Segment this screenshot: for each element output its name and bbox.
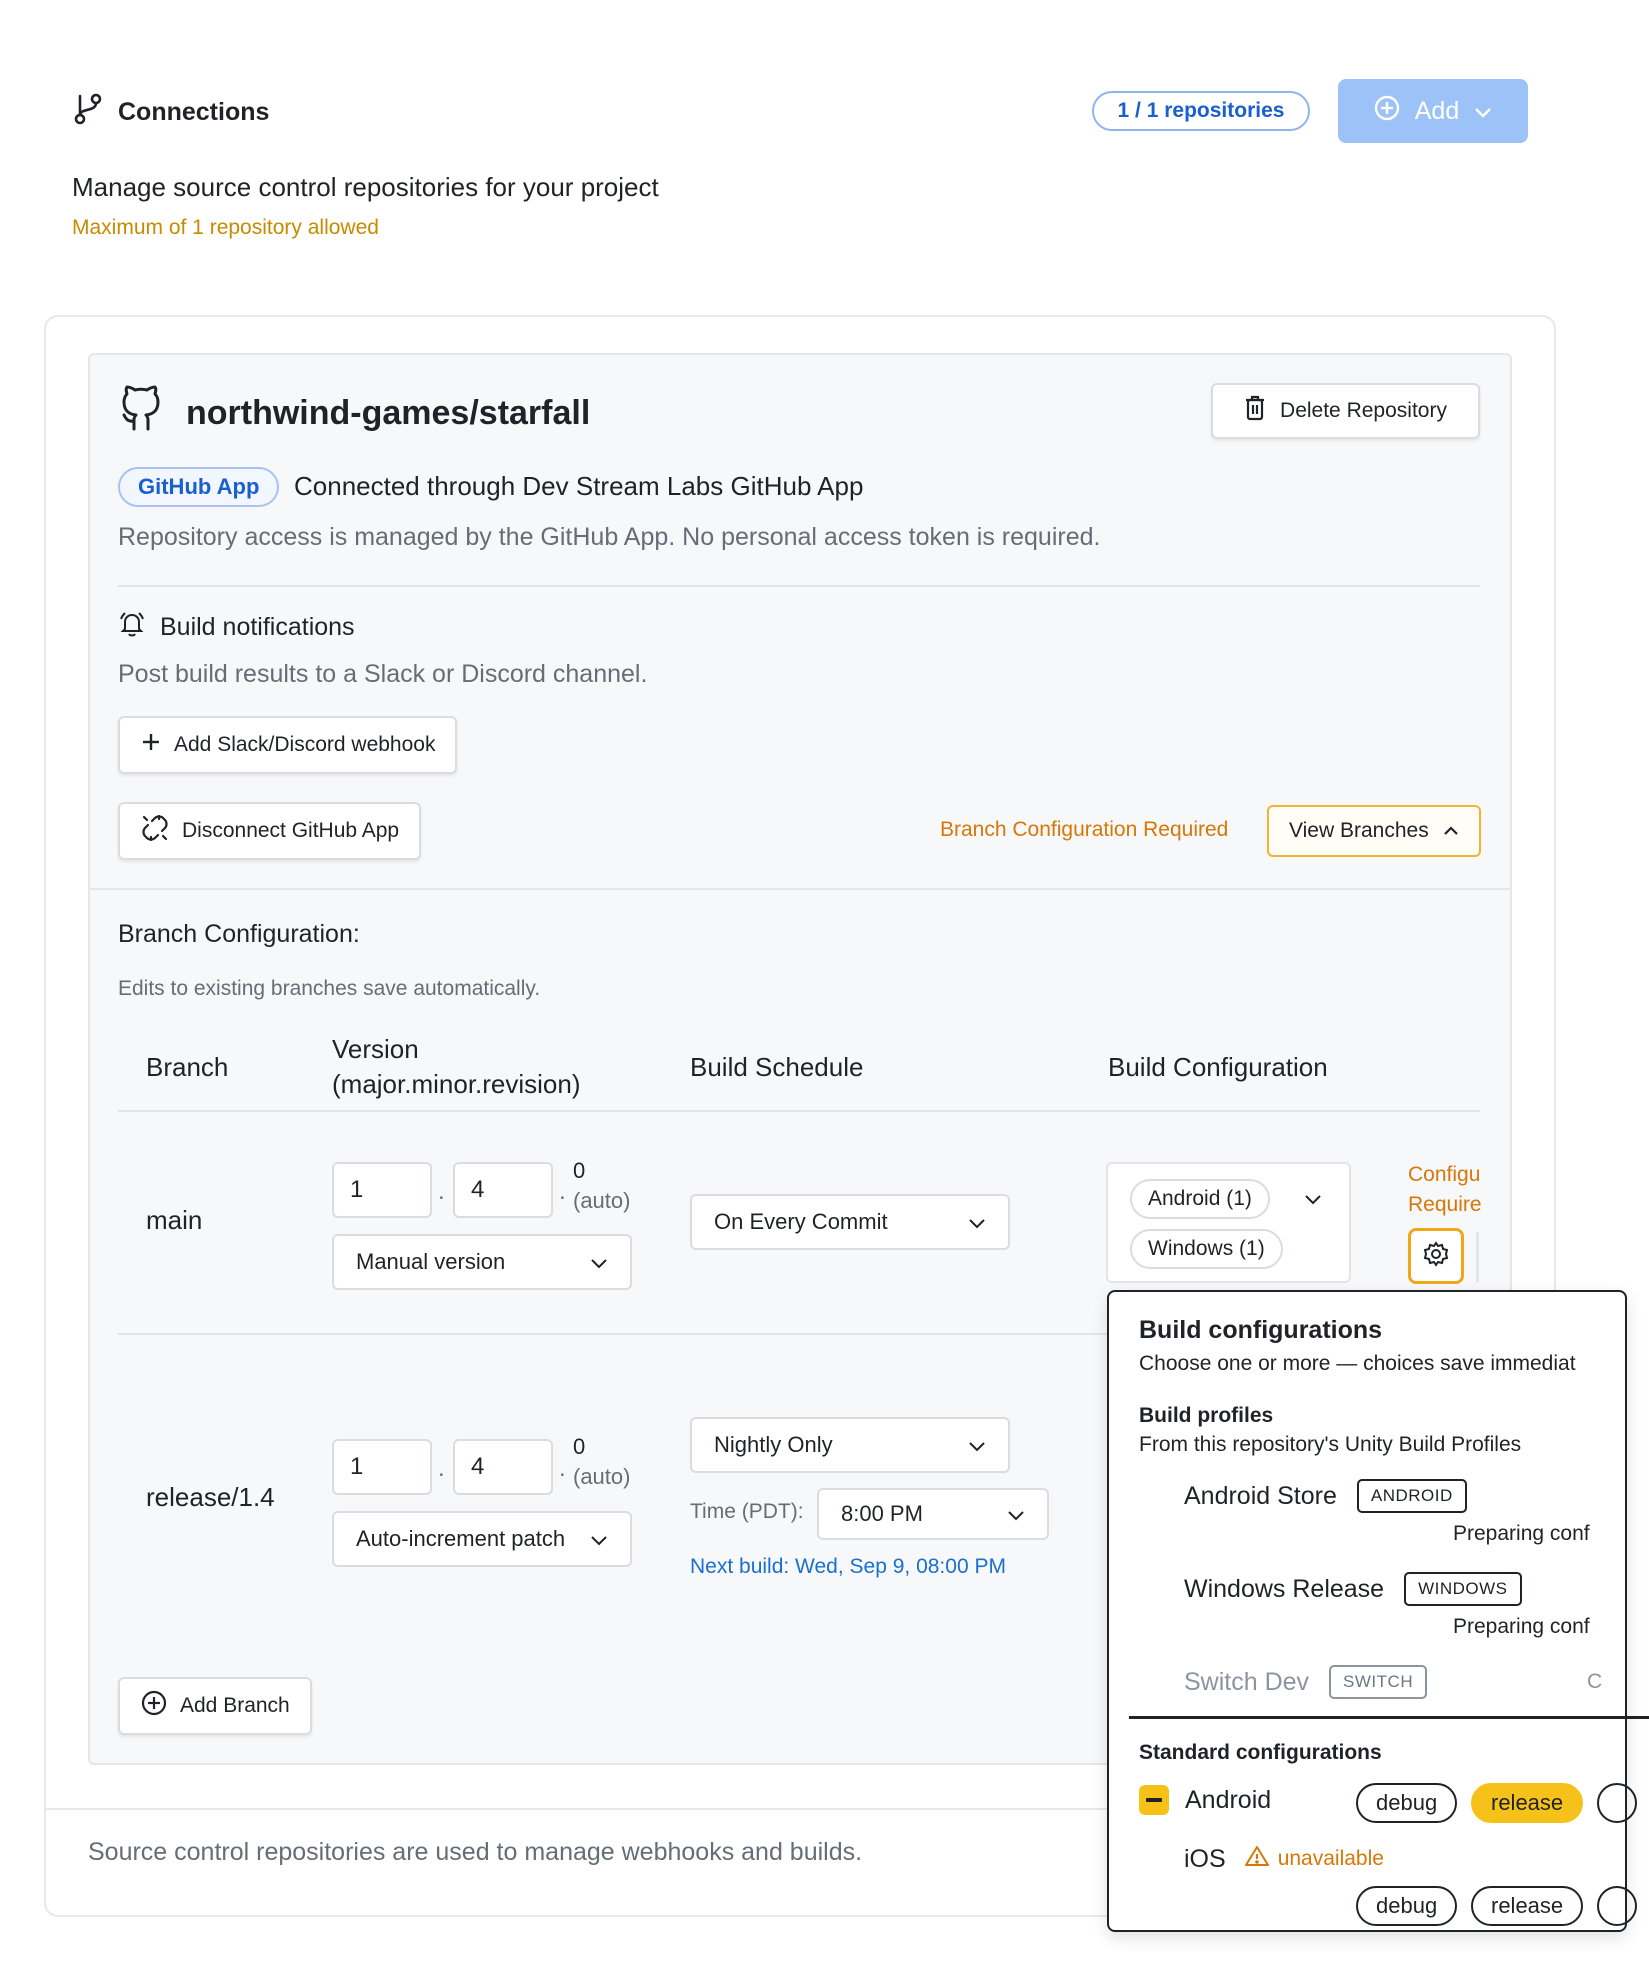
- github-app-badge: GitHub App: [118, 467, 279, 507]
- time-label: Time (PDT):: [690, 1500, 804, 1523]
- unavailable-label: unavailable: [1277, 1847, 1384, 1870]
- platform-tag: WINDOWS: [1404, 1572, 1521, 1606]
- section-header: [72, 92, 269, 133]
- gear-icon: [1422, 1240, 1450, 1273]
- unlink-icon: [140, 813, 170, 849]
- revision-value: [573, 1432, 630, 1492]
- build-time-value: 8:00 PM: [841, 1501, 923, 1526]
- version-mode-select[interactable]: [332, 1234, 632, 1290]
- column-header-config: Build Configuration: [1108, 1052, 1328, 1082]
- android-config-row[interactable]: [1139, 1785, 1271, 1815]
- major-version-input[interactable]: 1: [332, 1439, 432, 1495]
- bell-icon: [118, 610, 146, 645]
- add-webhook-button[interactable]: [118, 716, 457, 774]
- profile-name: Android Store: [1184, 1481, 1337, 1510]
- version-separator: .: [438, 1178, 445, 1205]
- platform-chip-android: Android (1): [1130, 1179, 1270, 1219]
- build-configurations-popover: [1107, 1290, 1627, 1932]
- revision-number: 0: [573, 1434, 586, 1459]
- next-build-text: Next build: Wed, Sep 9, 08:00 PM: [690, 1555, 1006, 1578]
- debug-pill[interactable]: debug: [1356, 1783, 1457, 1823]
- divider: [118, 585, 1480, 587]
- major-version-input[interactable]: 1: [332, 1162, 432, 1218]
- disconnect-github-app-button[interactable]: [118, 802, 421, 860]
- revision-number: 0: [573, 1158, 586, 1183]
- add-button-label: Add: [1414, 96, 1460, 125]
- profile-status: C: [1587, 1670, 1603, 1693]
- branch-name: main: [146, 1205, 203, 1235]
- version-separator: .: [438, 1455, 445, 1482]
- page-subtitle: Manage source control repositories for your project: [72, 172, 659, 202]
- limit-note: Maximum of 1 repository allowed: [72, 216, 379, 239]
- column-header-version: [332, 1032, 581, 1102]
- build-profiles-subtitle: From this repository's Unity Build Profiles: [1139, 1433, 1522, 1456]
- table-header-divider: [118, 1110, 1480, 1112]
- platform-tag: SWITCH: [1329, 1665, 1427, 1699]
- version-separator: .: [559, 1455, 566, 1482]
- popover-title: Build configurations: [1139, 1316, 1383, 1344]
- delete-repository-button[interactable]: [1211, 383, 1480, 439]
- repository-name: northwind-games/starfall: [186, 394, 591, 432]
- disconnect-github-app-label: Disconnect GitHub App: [182, 819, 400, 842]
- version-mode-select[interactable]: [332, 1511, 632, 1567]
- repository-count-badge: 1 / 1 repositories: [1092, 91, 1310, 131]
- debug-pill[interactable]: debug: [1356, 1886, 1457, 1926]
- branch-configuration-title: Branch Configuration:: [118, 920, 360, 948]
- page-title: Connections: [118, 98, 270, 126]
- branch-name: release/1.4: [146, 1482, 275, 1512]
- github-icon: [118, 385, 164, 442]
- standard-configurations-heading: Standard configurations: [1139, 1741, 1382, 1764]
- plus-circle-icon: [1373, 94, 1401, 129]
- popover-divider: [1129, 1716, 1649, 1719]
- add-webhook-label: Add Slack/Discord webhook: [174, 733, 436, 756]
- more-pill[interactable]: [1597, 1886, 1637, 1926]
- platform-tag: ANDROID: [1357, 1479, 1467, 1513]
- chevron-down-icon: [968, 1432, 986, 1458]
- chevron-down-icon: [1304, 1192, 1322, 1210]
- release-pill[interactable]: release: [1471, 1886, 1583, 1926]
- build-notifications-title: Build notifications: [160, 613, 355, 641]
- footer-text: Source control repositories are used to manage webhooks and builds.: [88, 1838, 863, 1866]
- column-edge: [1476, 1232, 1479, 1282]
- revision-auto-note: (auto): [573, 1464, 631, 1489]
- branch-configuration-required: Branch Configuration Required: [940, 818, 1229, 841]
- chevron-down-icon: [968, 1209, 986, 1235]
- indeterminate-checkbox[interactable]: [1139, 1785, 1169, 1815]
- access-description: Repository access is managed by the GitHub App. No personal access token is required.: [118, 523, 1101, 551]
- configuration-required-note: [1408, 1160, 1482, 1220]
- view-branches-button[interactable]: [1267, 805, 1481, 857]
- plus-icon: [140, 731, 162, 759]
- platform-name: Android: [1185, 1785, 1272, 1814]
- warning-icon: [1244, 1844, 1270, 1874]
- build-notifications-heading: [118, 610, 355, 645]
- more-pill[interactable]: [1597, 1783, 1637, 1823]
- add-branch-label: Add Branch: [180, 1694, 290, 1717]
- platform-name: iOS: [1184, 1844, 1226, 1873]
- profile-name: Windows Release: [1184, 1574, 1385, 1603]
- plus-circle-icon: [140, 1689, 168, 1723]
- column-header-schedule: Build Schedule: [690, 1052, 864, 1082]
- unavailable-status: [1244, 1844, 1384, 1874]
- add-button[interactable]: [1338, 79, 1528, 143]
- delete-repository-label: Delete Repository: [1280, 399, 1447, 422]
- build-schedule-value: Nightly Only: [714, 1432, 833, 1457]
- profile-item[interactable]: [1184, 1572, 1522, 1606]
- add-branch-button[interactable]: [118, 1677, 312, 1735]
- profile-item[interactable]: [1184, 1479, 1467, 1513]
- minor-version-input[interactable]: 4: [453, 1439, 553, 1495]
- profile-status: Preparing conf: [1453, 1615, 1590, 1638]
- configuration-required-line2: Require: [1408, 1193, 1482, 1216]
- version-header-line1: Version: [332, 1034, 419, 1064]
- release-pill[interactable]: release: [1471, 1783, 1583, 1823]
- version-mode-value: Auto-increment patch: [356, 1526, 566, 1551]
- trash-icon: [1244, 395, 1266, 427]
- build-time-select[interactable]: [817, 1488, 1049, 1540]
- column-header-branch: Branch: [146, 1052, 229, 1082]
- build-profiles-heading: Build profiles: [1139, 1404, 1274, 1427]
- build-notifications-description: Post build results to a Slack or Discord channel.: [118, 660, 648, 688]
- connection-description: Connected through Dev Stream Labs GitHub App: [294, 471, 864, 501]
- build-schedule-value: On Every Commit: [714, 1209, 888, 1234]
- chevron-down-icon: [590, 1249, 608, 1275]
- section-divider: [90, 888, 1510, 890]
- popover-subtitle: Choose one or more — choices save immediat: [1139, 1352, 1576, 1375]
- branch-configuration-note: Edits to existing branches save automatically.: [118, 977, 541, 1000]
- table-row-divider: [118, 1333, 1118, 1335]
- build-schedule-select[interactable]: [690, 1194, 1010, 1250]
- version-mode-value: Manual version: [356, 1249, 506, 1274]
- chevron-up-icon: [1443, 819, 1459, 843]
- chevron-down-icon: [1473, 97, 1493, 126]
- view-branches-label: View Branches: [1289, 819, 1429, 842]
- branch-icon: [72, 92, 104, 133]
- chevron-down-icon: [1007, 1501, 1025, 1527]
- repository-title: [118, 385, 590, 442]
- platform-chip-windows: Windows (1): [1130, 1229, 1283, 1269]
- profile-name: Switch Dev: [1184, 1667, 1310, 1696]
- ios-config-row: [1184, 1844, 1384, 1874]
- configure-build-button[interactable]: [1408, 1228, 1464, 1284]
- revision-value: [573, 1156, 630, 1216]
- build-configuration-select[interactable]: [1106, 1162, 1351, 1283]
- build-schedule-select[interactable]: [690, 1417, 1010, 1473]
- profile-status: Preparing conf: [1453, 1522, 1590, 1545]
- minor-version-input[interactable]: 4: [453, 1162, 553, 1218]
- revision-auto-note: (auto): [573, 1188, 631, 1213]
- configuration-required-line1: Configu: [1408, 1163, 1481, 1186]
- chevron-down-icon: [590, 1526, 608, 1552]
- profile-item: [1184, 1665, 1427, 1699]
- version-separator: .: [559, 1178, 566, 1205]
- version-header-line2: (major.minor.revision): [332, 1069, 581, 1099]
